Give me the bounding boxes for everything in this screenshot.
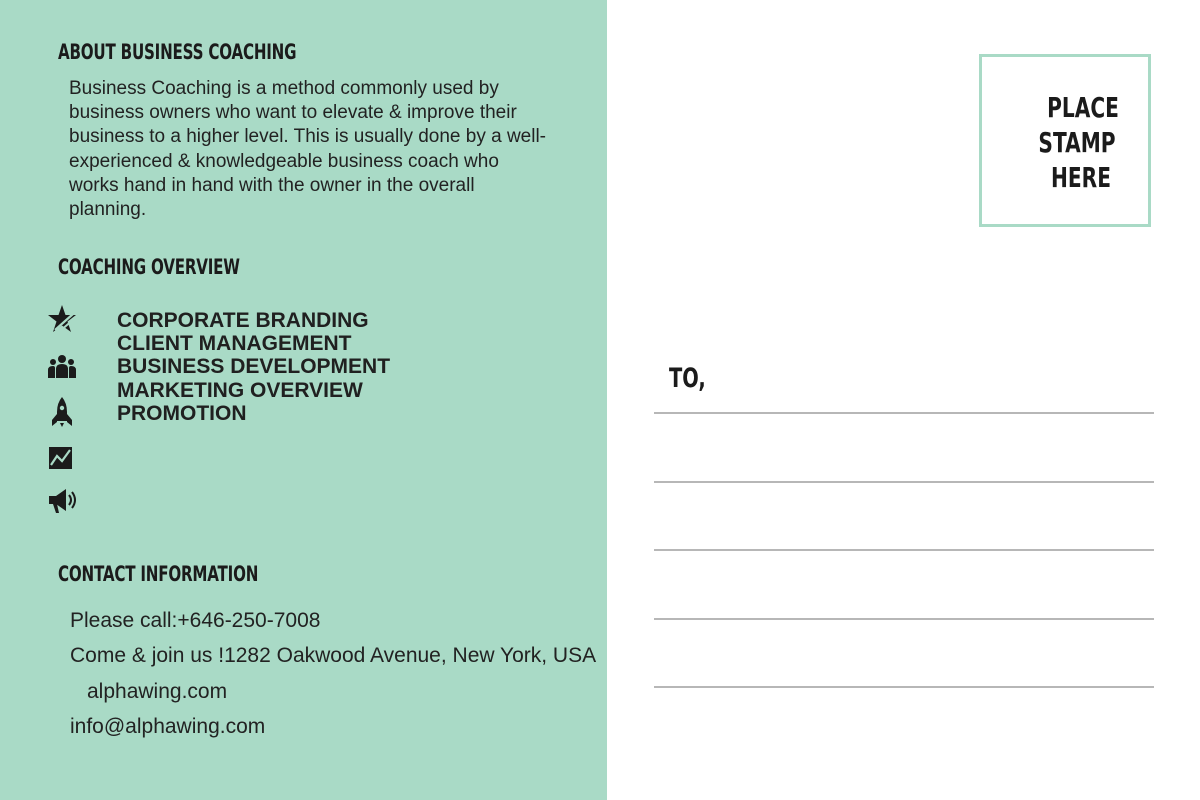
rocket-icon — [46, 396, 78, 428]
contact-website[interactable]: alphawing.com — [87, 680, 228, 703]
address-line-2 — [654, 481, 1154, 483]
address-line-1 — [654, 412, 1154, 414]
address-line-5 — [654, 686, 1154, 688]
contact-address: Come & join us !1282 Oakwood Avenue, New York, USA — [70, 644, 597, 667]
overview-item-marketing-overview: MARKETING OVERVIEW — [117, 378, 363, 402]
overview-item-promotion: PROMOTION — [117, 401, 247, 425]
overview-item-business-development: BUSINESS DEVELOPMENT — [117, 355, 391, 379]
megaphone-icon — [46, 484, 78, 516]
to-label: TO, — [669, 363, 706, 394]
overview-item-client-management: CLIENT MANAGEMENT — [117, 332, 352, 356]
address-line-4 — [654, 618, 1154, 620]
about-paragraph: Business Coaching is a method commonly used by business owners who want to elevate & improve their business to a higher level. This is usually done by a well-experienced & knowledgeable business coach who works hand in hand with the owner in the overall planning. — [69, 78, 547, 221]
overview-item-corporate-branding: CORPORATE BRANDING — [117, 309, 369, 332]
overview-heading: COACHING OVERVIEW — [58, 255, 240, 279]
people-icon — [46, 351, 78, 383]
contact-heading: CONTACT INFORMATION — [58, 562, 259, 586]
contact-email[interactable]: info@alphawing.com — [70, 715, 266, 738]
about-heading: ABOUT BUSINESS COACHING — [58, 40, 297, 64]
stamp-line-place: PLACE — [1047, 91, 1119, 124]
overview-list — [117, 309, 390, 425]
stamp-box — [979, 54, 1151, 227]
stamp-line-here: HERE — [1051, 161, 1111, 194]
chart-icon — [46, 442, 78, 474]
star-icon — [46, 303, 78, 335]
address-line-3 — [654, 549, 1154, 551]
contact-phone: Please call:+646-250-7008 — [70, 609, 321, 632]
stamp-line-stamp: STAMP — [1038, 126, 1116, 159]
